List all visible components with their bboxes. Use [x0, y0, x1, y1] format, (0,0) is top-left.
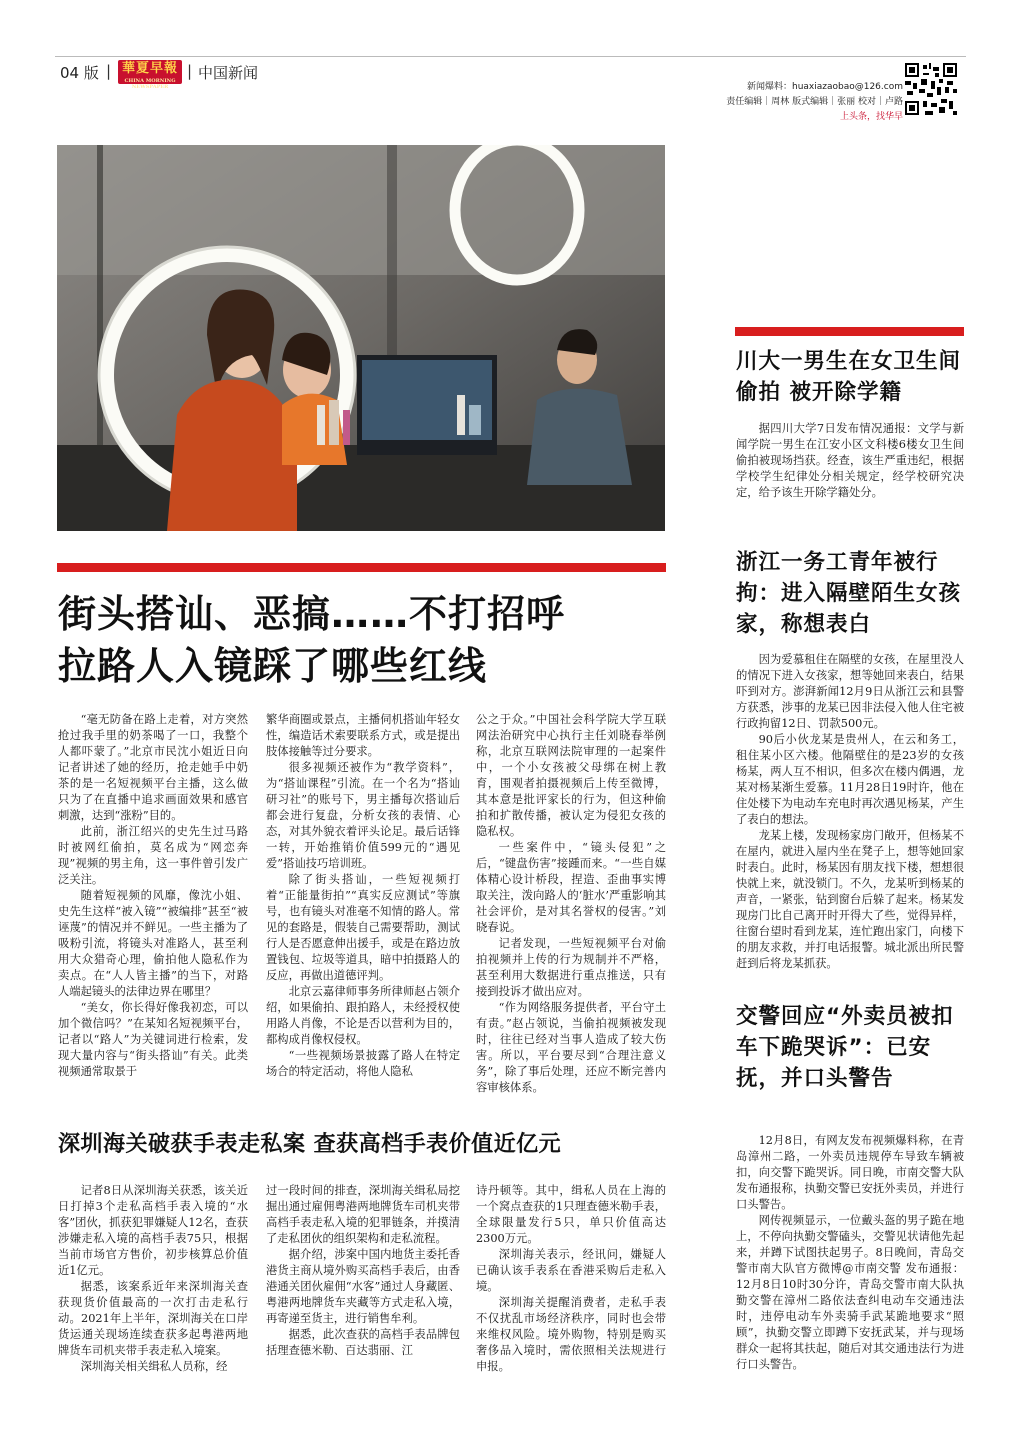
newspaper-logo: 華夏早報 CHINA MORNING NEWSPAPER — [118, 60, 182, 84]
main-headline: 街头搭讪、恶搞……不打招呼 拉路人入镜踩了哪些红线 — [58, 592, 566, 688]
side-article-1-headline: 川大一男生在女卫生间偷拍 被开除学籍 — [736, 349, 962, 405]
side-article-1-body: 据四川大学7日发布情况通报：文学与新闻学院一男生在江安小区文科楼6楼女卫生间偷拍被现场挡获。经查，该生严重违纪，根据学校学生纪律处分相关规定，经学校研究决定，给予该生开除学籍处分。 — [736, 422, 964, 499]
editor-credits: 责任编辑｜周林 版式编辑｜张丽 校对｜卢路 — [726, 97, 903, 107]
side-article-3-headline: 交警回应“外卖员被扣车下跪哭诉”：已安抚，并口头警告 — [736, 1004, 954, 1091]
side-article-2-body: 因为爱慕租住在隔壁的女孩，在屋里没人的情况下进入女孩家，想等她回来表白，结果吓到对方。澎湃新闻12月9日从浙江云和县警方获悉，涉事的龙某已因非法侵入他人住宅被行政拘留12日、罚款500元。 90后小伙龙某是贵州人，在云和务工，租住某小区六楼。他隔壁住的是23岁的女孩杨某，两人互不相识，但多次在楼内偶遇，龙某对杨某渐生爱慕。11月28日19时许，他在住处楼下为电动车充电时再次遇见杨某，产生了表白的想法。 龙某上楼，发现杨家房门敞开，但杨某不在屋内，就进入屋内坐在凳子上，想等她回家时表白。此时，杨某因有朋友找下楼，想想很快就上来，就没锁门。不久，龙某听到杨某的声音，一紧张，钻到窗台后躲了起来。杨某发现房门比自己离开时开得大了些，觉得异样，往窗台望时看到龙某，连忙跑出家门，向楼下的朋友求救，并打电话报警。城北派出所民警赶到后将龙某抓获。 — [736, 653, 964, 970]
main-article-column-1: “毫无防备在路上走着，对方突然抢过我手里的奶茶喝了一口，我整个人都吓蒙了。”北京市民沈小姐近日向记者讲述了她的经历，抢走她手中奶茶的是一名短视频平台主播，这么做只为了在直播中追求画面效果和感官刺激，达到“涨粉”目的。 此前，浙江绍兴的史先生过马路时被网红偷拍，莫名成为“网恋奔现”视频的男主角，这一事件曾引发广泛关注。 随着短视频的风靡，像沈小姐、史先生这样“被入镜”“被编排”甚至“被诬蔑”的情况并不鲜见。一些主播为了吸粉引流，将镜头对准路人，甚至利用大众猎奇心理，偷拍他人隐私作为卖点。在“人人皆主播”的当下，对路人端起镜头的法律边界在哪里？ “美女，你长得好像我初恋，可以加个微信吗？”在某知名短视频平台，记者以“路人”为关键词进行检索，发现大量内容与“街头搭讪”有关。此类视频通常取景于 — [58, 713, 248, 1078]
side-article-3-body: 12月8日，有网友发布视频爆料称，在青岛漳州二路，一外卖员违规停车导致车辆被扣，向交警下跪哭诉。同日晚，市南交警大队发布通报称，执勤交警已安抚外卖员，并进行口头警告。 网传视频显示，一位戴头盔的男子跪在地上，不停向执勤交警磕头，交警见状请他先起来，并蹲下试图扶起男子。8日晚间，青岛交警市南大队官方微博@市南交警 发布通报：12月8日10时30分许，青岛交警市南大队执勤交警在漳州二路依法查纠电动车交通违法时，违停电动车外卖骑手武某跪地要求“照顾”，执勤交警立即蹲下安抚武某，并与现场群众一起将其扶起，随后对其交通违法行为进行口头警告。 — [736, 1134, 964, 1371]
header-divider: | — [187, 62, 193, 80]
customs-article-headline: 深圳海关破获手表走私案 查获高档手表价值近亿元 — [58, 1132, 562, 1157]
news-photo-livestream-studio — [57, 145, 665, 531]
customs-article-column-3: 诗丹顿等。其中，缉私人员在上海的一个窝点查获的1只理查德米勒手表，全球限量发行5只，单只价值高达2300万元。 深圳海关表示，经讯问，嫌疑人已确认该手表系在香港采购后走私入境。 深圳海关提醒消费者，走私手表不仅扰乱市场经济秩序，同时也会带来维权风险。境外购物，特别是购买奢侈品入境时，需依照相关法规进行申报。 — [476, 1184, 666, 1373]
news-tip-contact: 新闻爆料：huaxiazaobao@126.com — [746, 82, 903, 92]
page-number: 04 版 — [60, 64, 99, 82]
headline-red-rule — [57, 563, 666, 572]
side-red-rule — [735, 327, 964, 336]
qr-code-icon — [905, 63, 957, 115]
customs-article-column-2: 过一段时间的排查，深圳海关缉私局挖掘出通过雇佣粤港两地牌货车司机夹带高档手表走私入境的犯罪链条，并摸清了走私团伙的组织架构和走私流程。 据介绍，涉案中国内地货主委托香港货主商从境外购买高档手表后，由香港通关团伙雇佣“水客”通过人身藏匿、粤港两地牌货车夹藏等方式走私入境，再寄递至货主，进行销售牟利。 据悉，此次查获的高档手表品牌包括理查德米勒、百达翡丽、江 — [266, 1184, 460, 1357]
section-name: 中国新闻 — [198, 64, 259, 82]
header-top-rule — [55, 56, 966, 57]
main-article-column-3: 公之于众。”中国社会科学院大学互联网法治研究中心执行主任刘晓春举例称，北京互联网法院审理的一起案件中，一个小女孩被父母绑在树上教育，围观者拍摄视频后上传至微博，其本意是批评家长的行为，但这种偷拍和扩散传播，被认定为侵犯女孩的隐私权。 一些案件中，“镜头侵犯”之后，“键盘伤害”接踵而来。“一些自媒体精心设计桥段，捏造、歪曲事实博取关注，泼向路人的‘脏水’严重影响其社会评价，是对其名誉权的侵害。”刘晓春说。 记者发现，一些短视频平台对偷拍视频并上传的行为规制并不严格，甚至利用大数据进行重点推送，只有接到投诉才做出应对。 “作为网络服务提供者，平台守土有责。”赵占领说，当偷拍视频被发现时，往往已经对当事人造成了较大伤害。所以，平台要尽到“合理注意义务”，除了事后处理，还应不断完善内容审核体系。 — [476, 713, 666, 1094]
side-article-2-headline: 浙江一务工青年被行拘：进入隔壁陌生女孩家，称想表白 — [736, 550, 962, 637]
customs-article-column-1: 记者8日从深圳海关获悉，该关近日打掉3个走私高档手表入境的“水客”团伙，抓获犯罪嫌疑人12名，查获涉嫌走私入境的高档手表75只，根据当前市场官方售价，初步核算总价值近1亿元。 据悉，该案系近年来深圳海关查获现货价值最高的一次打击走私行动。2021年上半年，深圳海关在口岸货运通关现场连续查获多起粤港两地牌货车司机夹带手表走私入境案。 深圳海关相关缉私人员称，经 — [58, 1184, 248, 1373]
main-article-column-2: 繁华商圈或景点，主播伺机搭讪年轻女性，编造话术索要联系方式，或是提出肢体接触等过分要求。 很多视频还被作为“教学资料”，为“搭讪课程”引流。在一个名为“搭讪研习社”的账号下，男主播每次搭讪后都会进行复盘，分析女孩的表情、心态，对其外貌衣着评头论足。最后话锋一转，开始推销价值599元的“遇见爱”搭讪技巧培训班。 除了街头搭讪，一些短视频打着“正能量街拍”“真实反应测试”等旗号，也有镜头对准毫不知情的路人。常见的套路是，假装自己需要帮助，测试行人是否愿意伸出援手，或是在路边放置钱包、垃圾等道具，暗中拍摄路人的反应，再做出道德评判。 北京云嘉律师事务所律师赵占领介绍，如果偷拍、跟拍路人，未经授权使用路人肖像，不论是否以营利为目的，都构成肖像权侵权。 “一些视频场景披露了路人在特定场合的特定活动，将他人隐私 — [266, 713, 460, 1078]
slogan: 上头条，找华早 — [839, 112, 903, 122]
header-divider: | — [106, 62, 112, 80]
